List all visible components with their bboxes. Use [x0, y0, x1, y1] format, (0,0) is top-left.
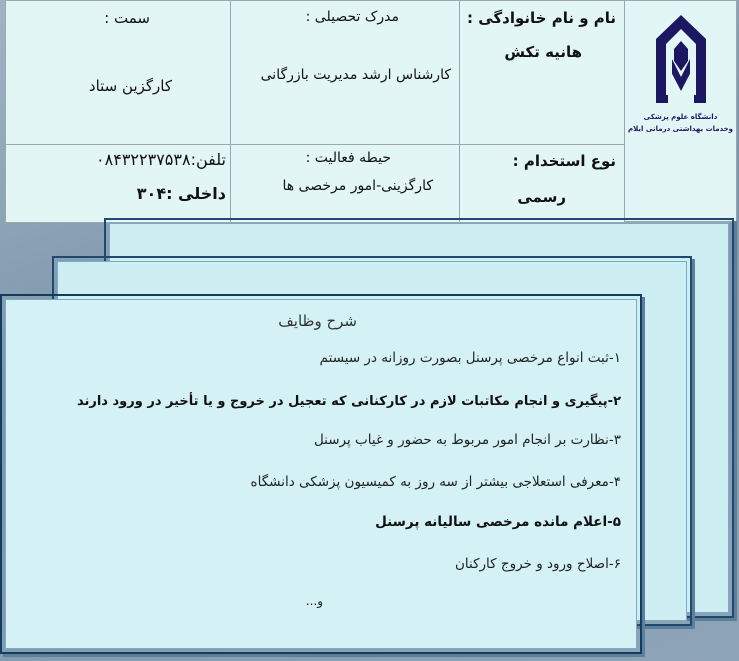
- logo-line2: وخدمات بهداشتی درمانی ایلام: [627, 125, 734, 133]
- name-value: هانیه تکش: [504, 43, 582, 61]
- info-card: [5, 0, 737, 223]
- duty-item-1: ۱-ثبت انواع مرخصی پرسنل بصورت روزانه در سیستم: [319, 350, 621, 366]
- duty-item-4: ۴-معرفی استعلاجی بیشتر از سه روز به کمیسیون پزشکی دانشگاه: [250, 474, 621, 490]
- university-logo: [646, 11, 716, 111]
- duties-content: [0, 294, 739, 661]
- duties-ellipsis: و...: [305, 594, 323, 608]
- position-label: سمت :: [104, 9, 150, 27]
- field-cell: [230, 144, 460, 222]
- employment-value: رسمی: [517, 188, 566, 206]
- field-value: کارگزینی-امور مرخصی ها: [282, 178, 433, 194]
- duty-item-6: ۶-اصلاح ورود و خروج کارکنان: [455, 556, 621, 572]
- position-cell: [6, 1, 231, 145]
- employment-cell: [459, 144, 625, 222]
- logo-line1: دانشگاه علوم پزشکی: [643, 113, 718, 121]
- education-label: مدرک تحصیلی :: [305, 9, 399, 25]
- extension-value: داخلی :۳۰۴: [136, 184, 226, 203]
- phone-value: تلفن:۰۸۴۳۲۲۳۷۵۳۸: [96, 150, 226, 169]
- education-value: کارشناس ارشد مدیریت بازرگانی: [260, 67, 451, 83]
- phone-cell: [6, 144, 231, 222]
- duty-item-2: ۲-پیگیری و انجام مکاتبات لازم در کارکنانی که تعجیل در خروج و یا تأخیر در ورود دارند: [76, 394, 621, 409]
- field-label: حیطه فعالیت :: [305, 150, 391, 166]
- name-cell: [459, 1, 625, 145]
- logo-cell: [624, 1, 737, 222]
- duties-title: شرح وظایف: [278, 312, 357, 330]
- duty-item-5: ۵-اعلام مانده مرخصی سالیانه پرسنل: [375, 514, 621, 530]
- position-value: کارگزین ستاد: [88, 77, 172, 95]
- duty-item-3: ۳-نظارت بر انجام امور مربوط به حضور و غیاب پرسنل: [313, 432, 621, 448]
- name-label: نام و نام خانوادگی :: [467, 9, 616, 27]
- education-cell: [230, 1, 460, 145]
- employment-label: نوع استخدام :: [512, 152, 616, 170]
